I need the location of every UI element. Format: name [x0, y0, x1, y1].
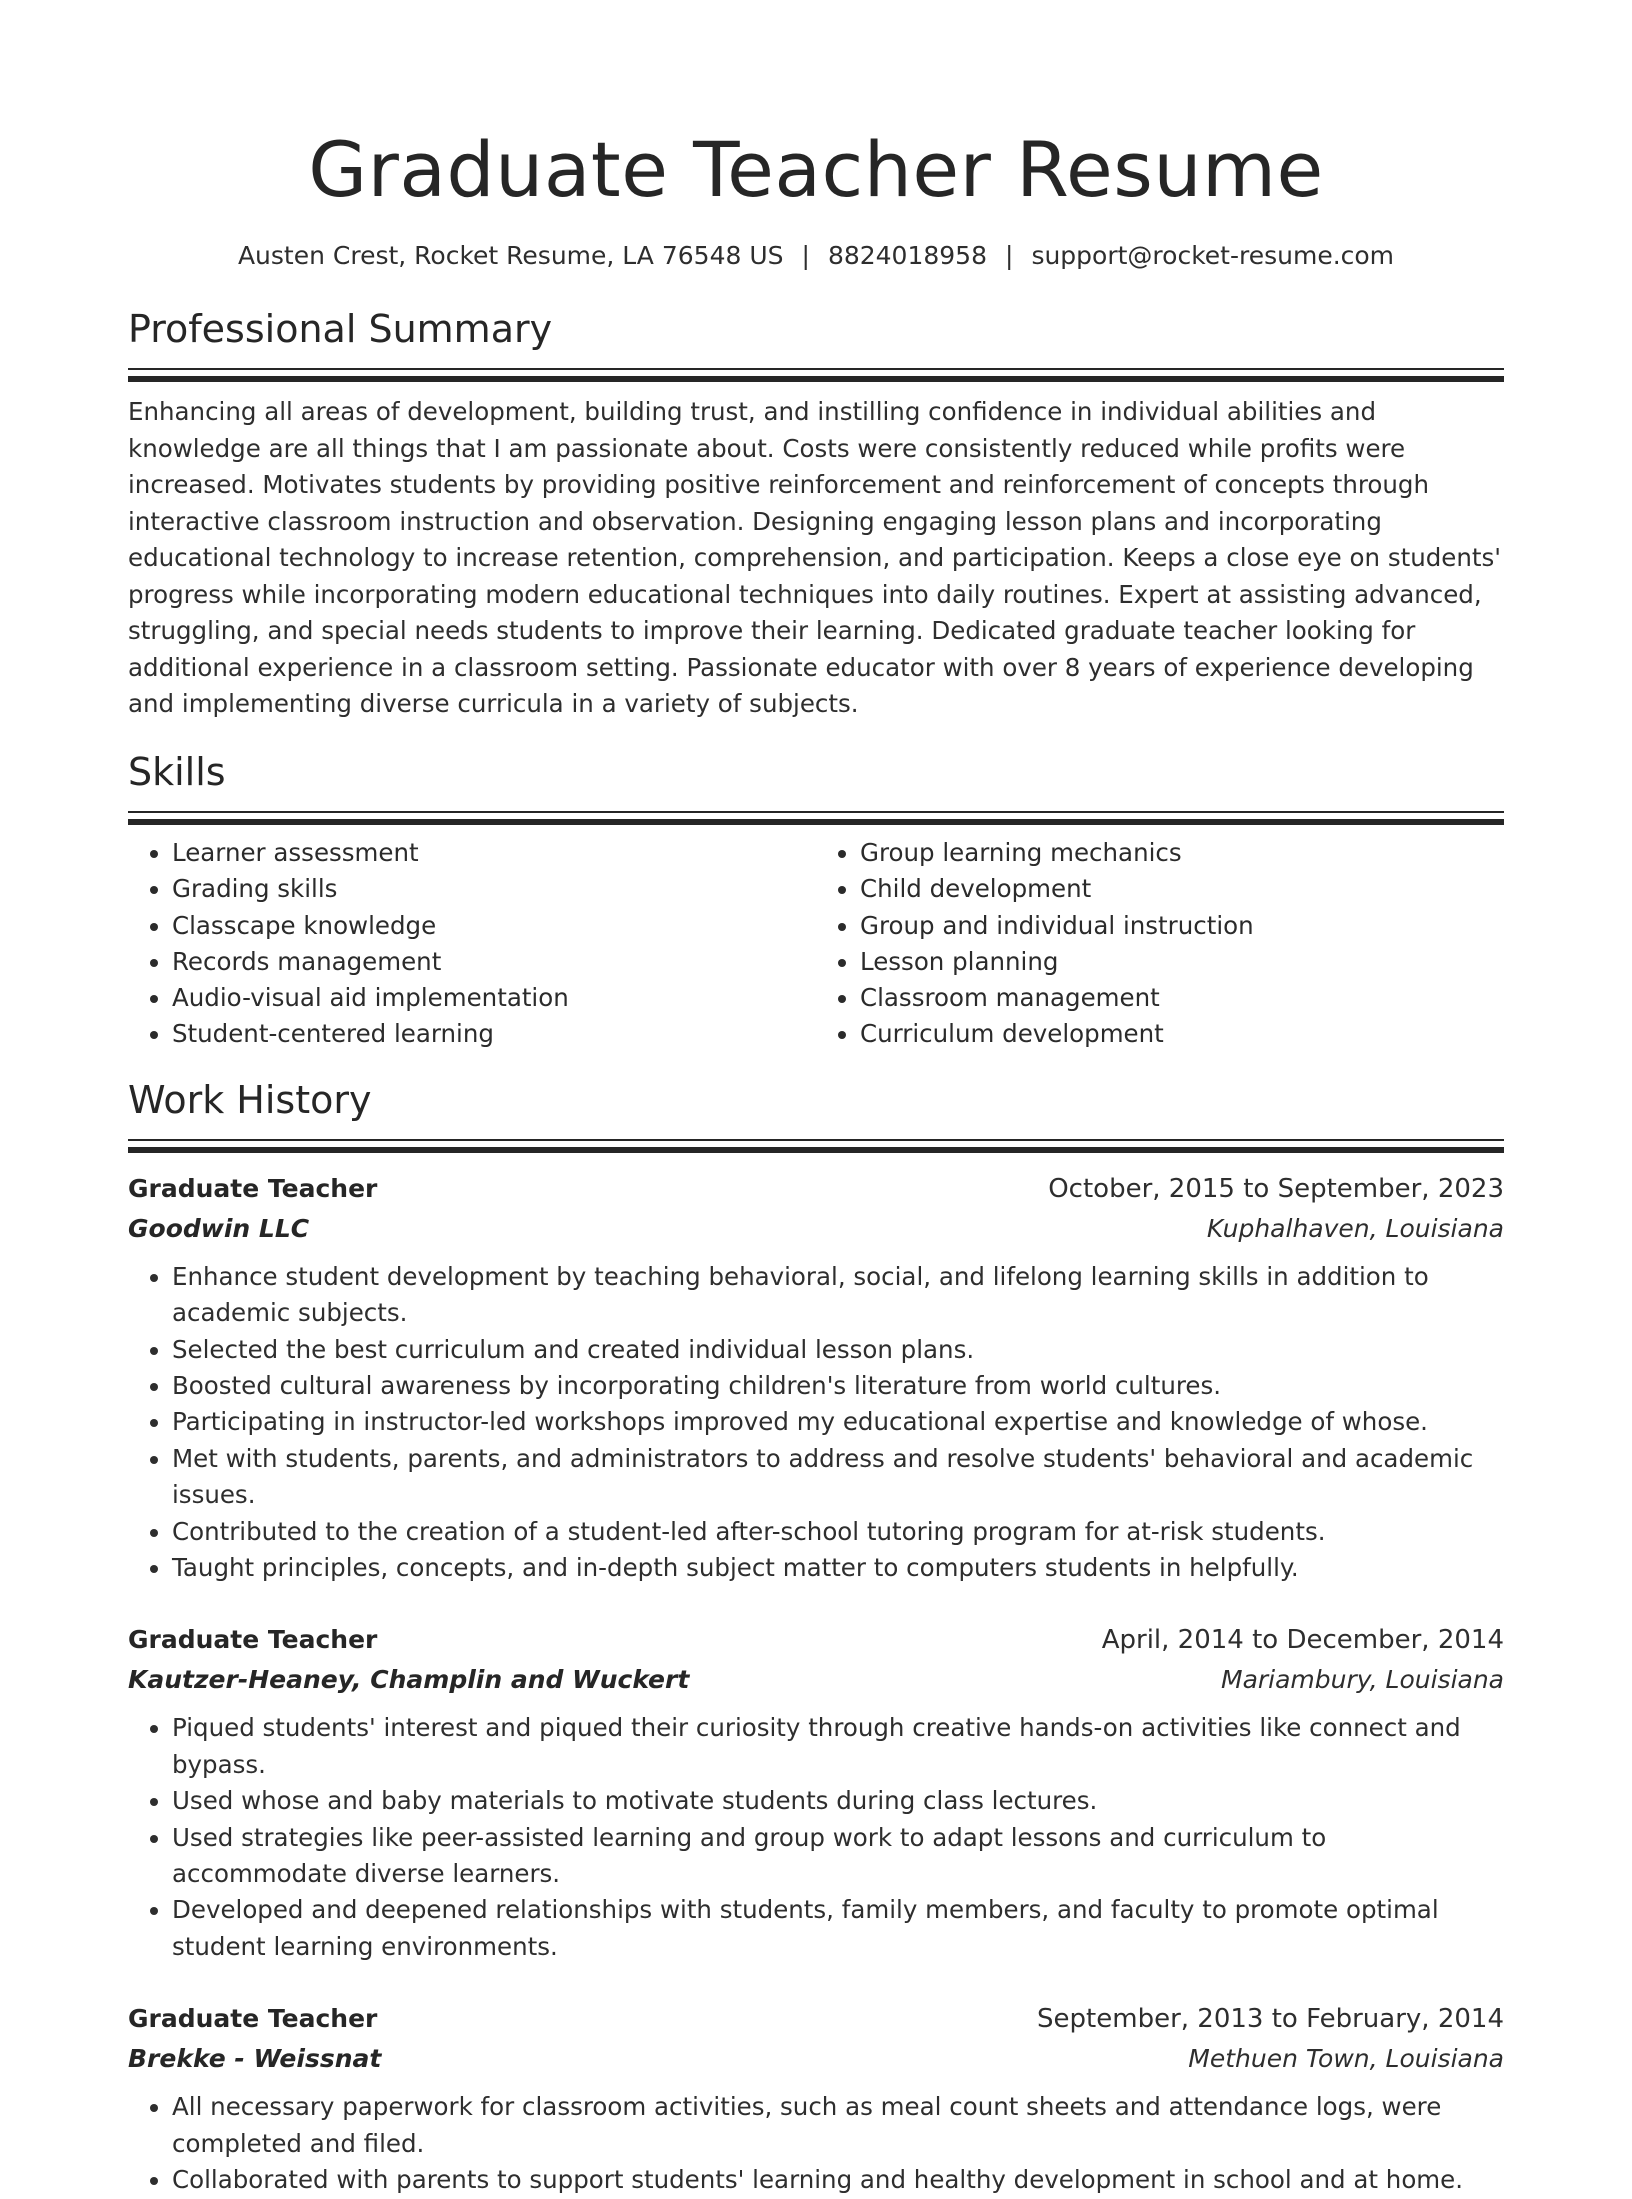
job-location: Methuen Town, Louisiana	[1188, 2044, 1504, 2074]
skills-section	[128, 747, 1504, 1053]
job-bullet: • Developed and deepened relationships with students, family members, and faculty to promote optimal student learning environments.	[172, 1892, 1504, 1965]
job-bullet: • All necessary paperwork for classroom activities, such as meal count sheets and attendance logs, were completed and filed.	[172, 2089, 1504, 2162]
job-bullets	[128, 1710, 1504, 1965]
job-bullets	[128, 2089, 1504, 2198]
job-dates: October, 2015 to September, 2023	[1048, 1173, 1504, 1204]
skill-item: • Classcape knowledge	[172, 908, 816, 944]
job-dates: April, 2014 to December, 2014	[1101, 1625, 1504, 1656]
contact-line	[128, 238, 1504, 274]
skill-item: • Audio-visual aid implementation	[172, 980, 816, 1016]
job-title: Graduate Teacher	[128, 1173, 378, 1203]
job-bullet: • Met with students, parents, and administrators to address and resolve students' behavioral and academic issues.	[172, 1441, 1504, 1514]
section-divider	[128, 811, 1504, 827]
skills-list-right	[816, 835, 1504, 1053]
job-location: Mariambury, Louisiana	[1221, 1665, 1504, 1695]
contact-email: support@rocket-resume.com	[1031, 241, 1395, 270]
section-heading-summary: Professional Summary	[128, 307, 553, 351]
resume-title: Graduate Teacher Resume	[308, 125, 1324, 214]
skill-item: • Student-centered learning	[172, 1016, 816, 1052]
job-bullet: • Contributed to the creation of a student-led after-school tutoring program for at-risk students.	[172, 1514, 1504, 1550]
skill-item: • Curriculum development	[860, 1016, 1504, 1052]
job-subheader	[128, 2039, 1504, 2079]
contact-address: Austen Crest, Rocket Resume, LA 76548 US	[237, 241, 784, 270]
job-entry	[128, 1169, 1504, 1587]
skill-item: • Classroom management	[860, 980, 1504, 1016]
job-bullet: • Selected the best curriculum and created individual lesson plans.	[172, 1332, 1504, 1368]
contact-separator: |	[1005, 241, 1014, 270]
job-header	[128, 1999, 1504, 2039]
job-subheader	[128, 1209, 1504, 1249]
job-bullet: • Used whose and baby materials to motivate students during class lectures.	[172, 1783, 1504, 1819]
job-entry	[128, 1620, 1504, 1965]
job-entry	[128, 1999, 1504, 2198]
section-divider	[128, 368, 1504, 384]
job-bullet: • Piqued students' interest and piqued their curiosity through creative hands-on activities like connect and bypass.	[172, 1710, 1504, 1783]
work-history-section	[128, 1075, 1504, 2199]
job-dates: September, 2013 to February, 2014	[1037, 2004, 1504, 2035]
skill-item: • Group and individual instruction	[860, 908, 1504, 944]
job-bullet: • Boosted cultural awareness by incorporating children's literature from world cultures.	[172, 1368, 1504, 1404]
job-bullets	[128, 1259, 1504, 1587]
section-heading-skills: Skills	[128, 750, 226, 794]
job-header	[128, 1169, 1504, 1209]
job-header	[128, 1620, 1504, 1660]
contact-separator: |	[801, 241, 810, 270]
summary-section	[128, 304, 1504, 723]
skill-item: • Learner assessment	[172, 835, 816, 871]
section-heading-work-history: Work History	[128, 1077, 372, 1122]
section-divider	[128, 1139, 1504, 1155]
job-bullet: • Participating in instructor-led workshops improved my educational expertise and knowledge of whose.	[172, 1404, 1504, 1440]
skill-item: • Lesson planning	[860, 944, 1504, 980]
summary-text: Enhancing all areas of development, building trust, and instilling confidence in individual abilities and knowledge are all things that I am passionate about. Costs were consistently reduced while profits were increased. Motivates students by providing positive reinforcement and reinforcement of concepts through interactive classroom instruction and observation. Designing engaging lesson plans and incorporating educational technology to increase retention, comprehension, and participation. Keeps a close eye on students' progress while incorporating modern educational techniques into daily routines. Expert at assisting advanced, struggling, and special needs students to improve their learning. Dedicated graduate teacher looking for additional experience in a classroom setting. Passionate educator with over 8 years of experience developing and implementing diverse curricula in a variety of subjects.	[128, 397, 1502, 718]
job-company: Brekke - Weissnat	[128, 2044, 382, 2074]
resume-content	[128, 118, 1504, 2199]
job-company: Goodwin LLC	[128, 1213, 310, 1243]
skills-columns	[128, 835, 1504, 1053]
job-bullet: • Enhance student development by teaching behavioral, social, and lifelong learning skills in addition to academic subjects.	[172, 1259, 1504, 1332]
skills-list-left	[128, 835, 816, 1053]
contact-phone: 8824018958	[827, 241, 987, 270]
skill-item: • Grading skills	[172, 871, 816, 907]
job-title: Graduate Teacher	[128, 1625, 378, 1655]
skill-item: • Records management	[172, 944, 816, 980]
job-subheader	[128, 1660, 1504, 1700]
skill-item: • Child development	[860, 871, 1504, 907]
job-title: Graduate Teacher	[128, 2004, 378, 2034]
job-company: Kautzer-Heaney, Champlin and Wuckert	[128, 1665, 690, 1695]
job-bullet: • Taught principles, concepts, and in-depth subject matter to computers students in helpfully.	[172, 1550, 1504, 1586]
job-bullet: • Collaborated with parents to support students' learning and healthy development in school and at home.	[172, 2162, 1504, 2198]
skill-item: • Group learning mechanics	[860, 835, 1504, 871]
job-bullet: • Used strategies like peer-assisted learning and group work to adapt lessons and curriculum to accommodate diverse learners.	[172, 1820, 1504, 1893]
job-location: Kuphalhaven, Louisiana	[1206, 1213, 1504, 1243]
